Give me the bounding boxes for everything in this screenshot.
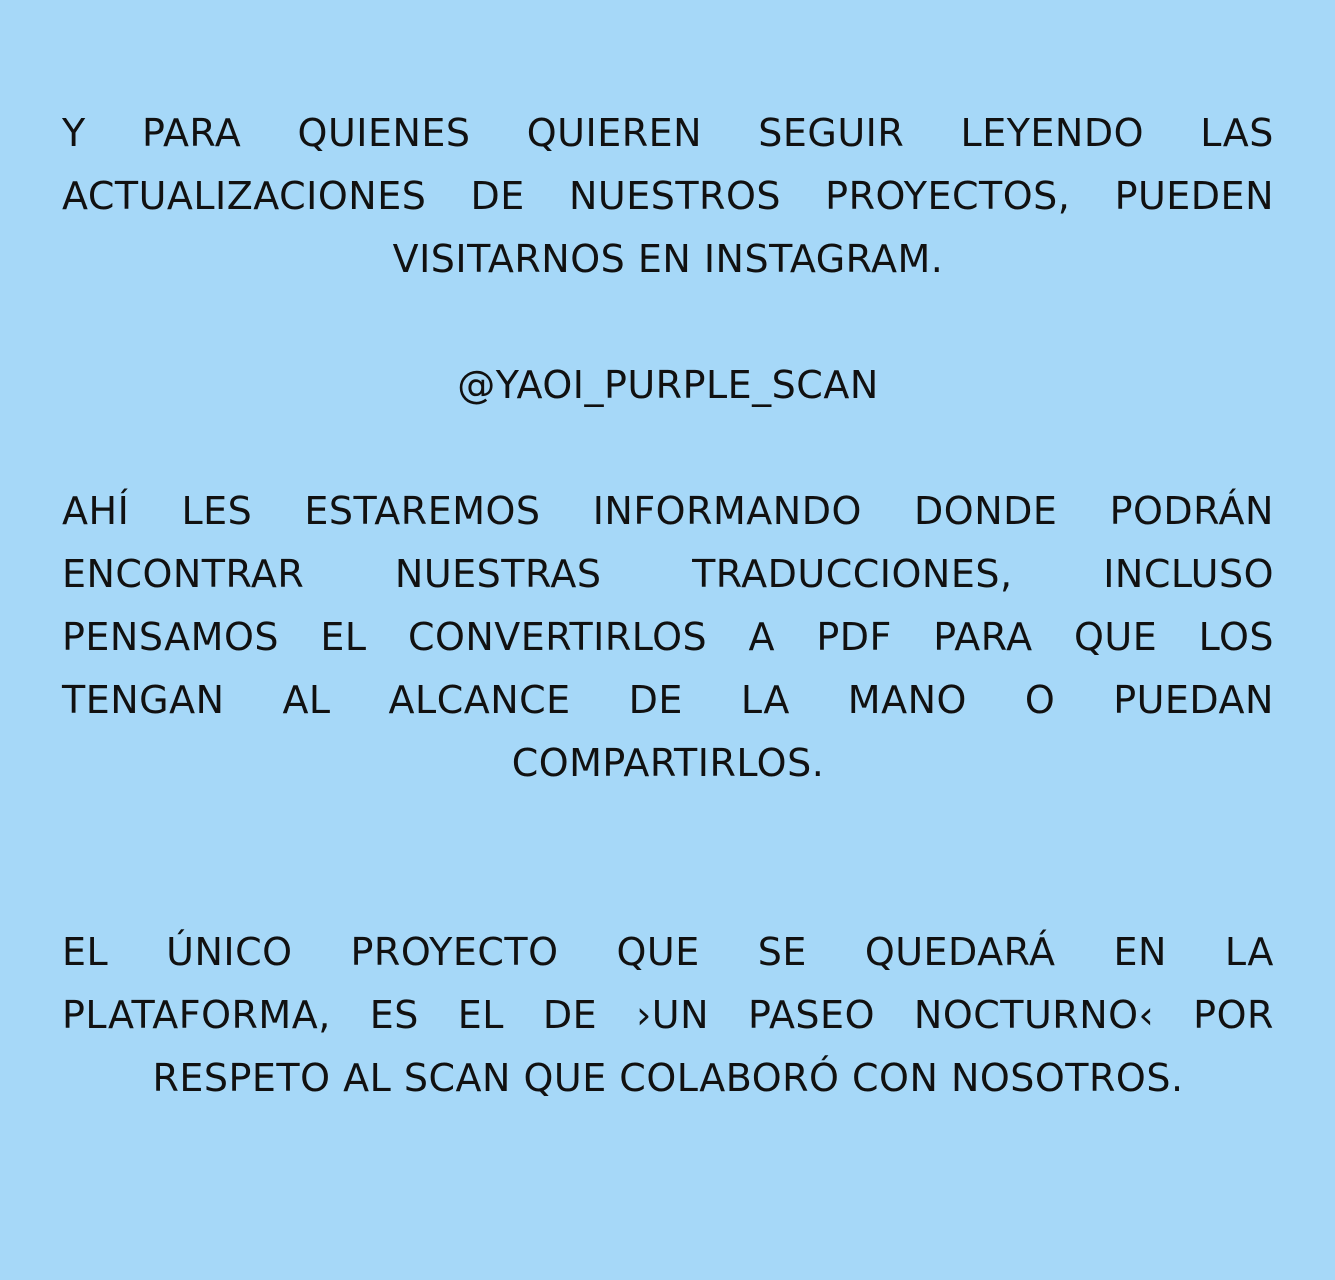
word: PDF: [816, 615, 892, 659]
word: SE: [757, 930, 807, 974]
paragraph-remaining-project: [62, 921, 1274, 1110]
word: TRADUCCIONES,: [692, 552, 1013, 596]
text-line: [62, 669, 1274, 732]
word: Y: [62, 111, 86, 155]
text-line: COMPARTIRLOS.: [511, 741, 825, 785]
word: LA: [1224, 930, 1274, 974]
word: CONVERTIRLOS: [407, 615, 708, 659]
word: ÚNICO: [166, 930, 293, 974]
word: ALCANCE: [388, 678, 571, 722]
word: EN: [1113, 930, 1167, 974]
text-line: [62, 606, 1274, 669]
word: EL: [457, 993, 504, 1037]
word: DE: [542, 993, 598, 1037]
word: SEGUIR: [758, 111, 905, 155]
word: PARA: [933, 615, 1033, 659]
text-line: [62, 543, 1274, 606]
word: EL: [62, 930, 109, 974]
word: LA: [740, 678, 790, 722]
word: LES: [181, 489, 253, 533]
word: MANO: [847, 678, 967, 722]
word: QUE: [616, 930, 700, 974]
text-line: [62, 480, 1274, 543]
text-line: RESPETO AL SCAN QUE COLABORÓ CON NOSOTROS.: [152, 1056, 1184, 1100]
word: PROYECTO: [350, 930, 559, 974]
word: LEYENDO: [960, 111, 1145, 155]
paragraph-translations-info: [62, 480, 1274, 795]
word: QUEDARÁ: [864, 930, 1056, 974]
word: ›UN: [636, 993, 710, 1037]
text-line: [62, 921, 1274, 984]
word: QUIEREN: [526, 111, 703, 155]
handle-text: @YAOI_PURPLE_SCAN: [457, 363, 879, 407]
word: QUIENES: [297, 111, 471, 155]
word: QUE: [1074, 615, 1158, 659]
word: INCLUSO: [1103, 552, 1274, 596]
word: DE: [628, 678, 683, 722]
word: NUESTROS: [568, 174, 781, 218]
text-line: [62, 165, 1274, 228]
word: PROYECTOS,: [825, 174, 1071, 218]
word: PARA: [141, 111, 242, 155]
word: A: [748, 615, 775, 659]
word: ESTAREMOS: [304, 489, 541, 533]
word: ENCONTRAR: [62, 552, 305, 596]
instagram-handle: [62, 354, 1274, 417]
word: PENSAMOS: [62, 615, 279, 659]
word: NOCTURNO‹: [913, 993, 1155, 1037]
word: TENGAN: [62, 678, 225, 722]
word: PLATAFORMA,: [62, 993, 331, 1037]
paragraph-instagram-invite: [62, 102, 1274, 291]
word: AL: [282, 678, 331, 722]
word: DE: [470, 174, 525, 218]
word: ACTUALIZACIONES: [62, 174, 427, 218]
word: PODRÁN: [1109, 489, 1274, 533]
text-line: VISITARNOS EN INSTAGRAM.: [392, 237, 944, 281]
text-line: [62, 984, 1274, 1047]
word: O: [1024, 678, 1056, 722]
word: AHÍ: [62, 489, 130, 533]
word: POR: [1193, 993, 1274, 1037]
word: PUEDEN: [1114, 174, 1274, 218]
word: ES: [369, 993, 419, 1037]
word: PASEO: [747, 993, 875, 1037]
word: LAS: [1200, 111, 1274, 155]
word: DONDE: [914, 489, 1058, 533]
word: NUESTRAS: [394, 552, 602, 596]
text-line: [62, 102, 1274, 165]
word: LOS: [1198, 615, 1274, 659]
word: EL: [320, 615, 367, 659]
word: INFORMANDO: [592, 489, 862, 533]
word: PUEDAN: [1113, 678, 1274, 722]
